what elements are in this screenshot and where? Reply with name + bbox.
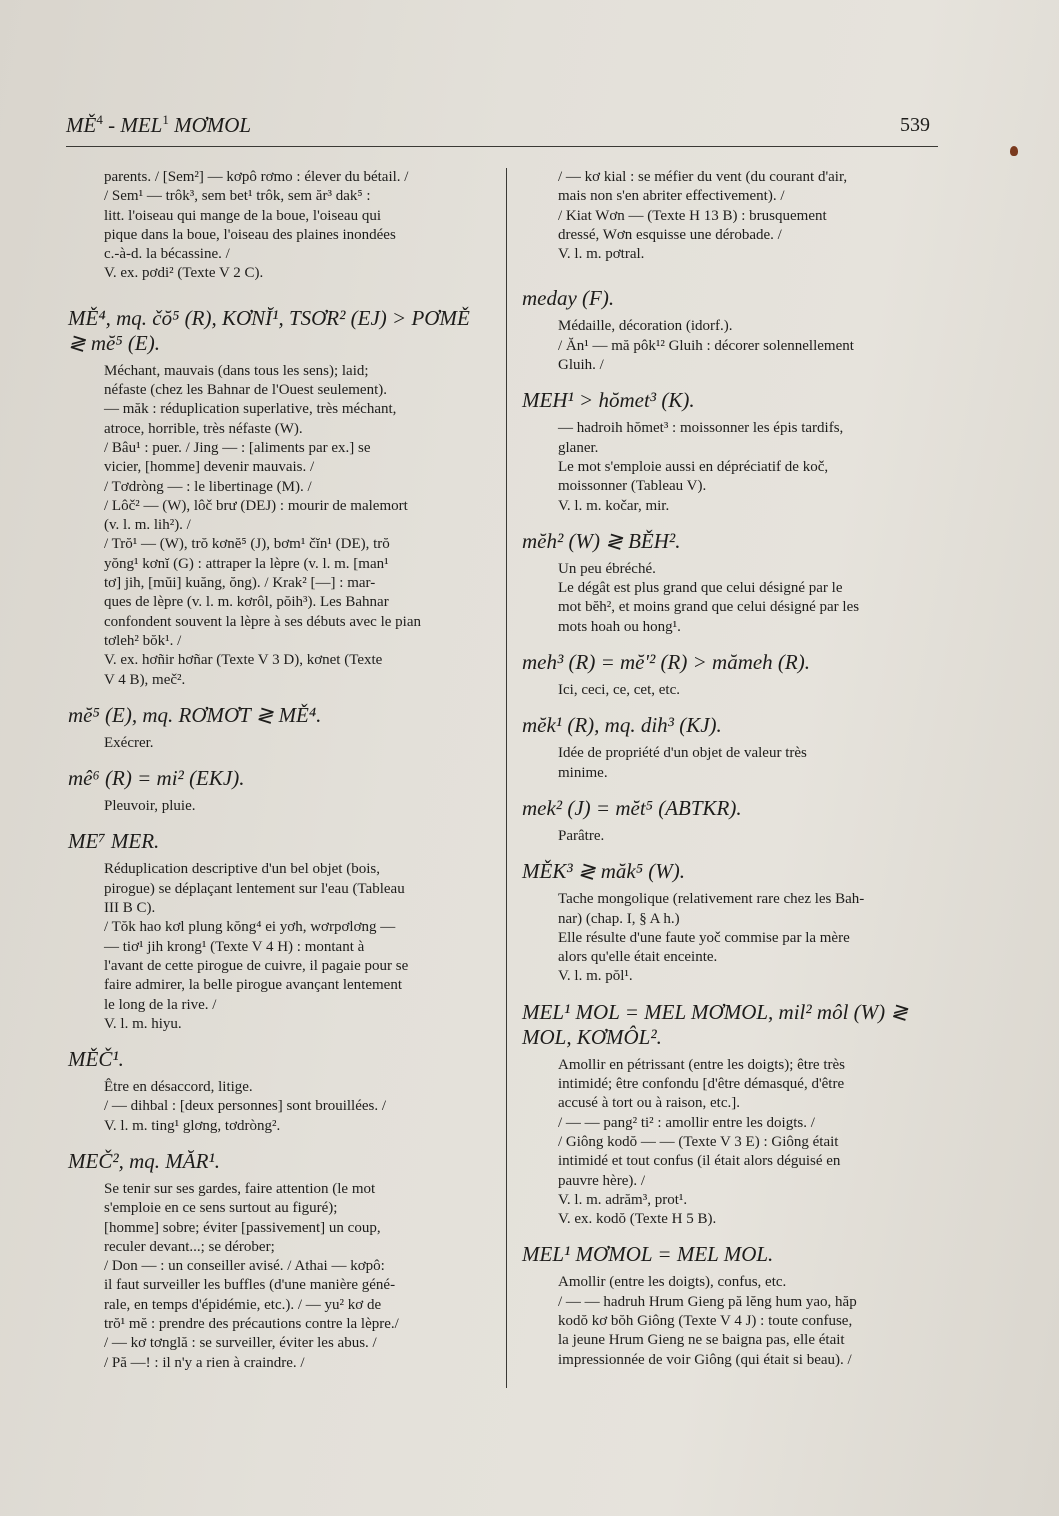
definition-line: Tache mongolique (relativement rare chez les Bah- — [558, 891, 865, 908]
right-column — [522, 168, 942, 1383]
definition-line: Le dégât est plus grand que celui désigné par le — [558, 580, 843, 597]
dictionary-entry — [522, 286, 942, 375]
dictionary-entry — [522, 1242, 942, 1369]
definition-line: Amollir (entre les doigts), confus, etc. — [558, 1274, 787, 1291]
definition-line: / Don — : un conseiller avisé. / Athai — kơpô: — [104, 1258, 385, 1275]
definition-line: la jeune Hrum Gieng ne se baigna pas, elle était — [558, 1332, 845, 1349]
entry-headword: MEH¹ > hŏmet³ (K). — [522, 388, 695, 413]
entry-headword: MEL¹ MOL = MEL MƠMOL, mil² môl (W) ≷ MOL, KƠMÔL². — [522, 999, 908, 1049]
definition-line: impressionnée de voir Giông (qui était si beau). / — [558, 1351, 852, 1368]
definition-line: / Bâu¹ : puer. / Jing — : [aliments par ex.] se — [104, 439, 371, 456]
definition-line: alors qu'elle était enceinte. — [558, 949, 718, 966]
entry-headword: ME⁷ MER. — [68, 829, 160, 854]
definition-line: / Kiat Wơn — (Texte H 13 B) : brusquement — [558, 207, 827, 224]
entry-headword: mê⁶ (R) = mi² (EKJ). — [68, 766, 245, 791]
definition-line: mais non s'en abriter effectivement). / — [558, 188, 785, 205]
dictionary-entry — [522, 1000, 942, 1230]
definition-line: / Giông kodŏ — — (Texte V 3 E) : Giông était — [558, 1133, 839, 1150]
definition-line: rale, en temps d'épidémie, etc.). / — yu² kơ de — [104, 1296, 382, 1313]
definition-line: accusé à tort ou à raison, etc.]. — [558, 1095, 740, 1112]
definition-line: néfaste (chez les Bahnar de l'Ouest seulement). — [104, 382, 388, 399]
definition-line: V. l. m. hiyu. — [104, 1015, 182, 1032]
definition-line: Ici, ceci, ce, cet, etc. — [558, 682, 680, 699]
entry-headword: mek² (J) = mĕt⁵ (ABTKR). — [522, 795, 742, 820]
dictionary-entry — [522, 388, 942, 515]
dictionary-entry — [68, 306, 488, 690]
entry-headword: MĚČ¹. — [68, 1047, 124, 1072]
definition-line: l'avant de cette pirogue de cuivre, il pagaie pour se — [104, 957, 409, 974]
definition-line: / Lôč² — (W), lôč brư (DEJ) : mourir de malemort — [104, 497, 408, 514]
dictionary-entry — [68, 829, 488, 1034]
definition-line: trŏ¹ mĕ : prendre des précautions contre la lèpre./ — [104, 1316, 399, 1333]
definition-line: Méchant, mauvais (dans tous les sens); laid; — [104, 362, 369, 379]
definition-line: Un peu ébréché. — [558, 560, 656, 577]
definition-line: il faut surveiller les buffles (d'une manière géné- — [104, 1277, 396, 1294]
entry-headword: meday (F). — [522, 286, 615, 311]
definition-line: V. ex. hơñir hơñar (Texte V 3 D), kơnet (Texte — [104, 652, 383, 669]
dictionary-entry — [522, 650, 942, 700]
entry-headword: mĕk¹ (R), mq. dih³ (KJ). — [522, 713, 722, 738]
definition-line: / Tơdròng — : le libertinage (M). / — [104, 478, 312, 495]
dictionary-entry — [522, 713, 942, 783]
dictionary-entry — [68, 766, 488, 816]
entry-continuation — [522, 168, 942, 264]
definition-line: confondent souvent la lèpre à ses débuts avec le pian — [104, 613, 421, 630]
definition-line: pauvre hère). / — [558, 1172, 646, 1189]
column-divider — [506, 168, 507, 1388]
entry-headword: MEL¹ MƠMOL = MEL MOL. — [522, 1242, 774, 1267]
definition-line: V. l. m. adrăm³, prot¹. — [558, 1191, 688, 1208]
paper-blemish — [1010, 146, 1018, 156]
definition-line: pirogue) se déplaçant lentement sur l'eau (Tableau — [104, 880, 405, 897]
definition-line: tơ] jih, [mŭi] kuăng, ŏng). / Krak² [—] : mar- — [104, 575, 376, 592]
entry-headword: mĕ⁵ (E), mq. RƠMƠT ≷ MĚ⁴. — [68, 702, 322, 727]
definition-line: dressé, Wơn esquisse une dérobade. / — [558, 226, 782, 243]
definition-line: (v. l. m. lih²). / — [104, 517, 191, 534]
header-rule — [66, 146, 938, 147]
definition-line: glaner. — [558, 439, 599, 456]
definition-line: kodŏ kơ bŏh Giông (Texte V 4 J) : toute confuse, — [558, 1312, 853, 1329]
definition-line: Être en désaccord, litige. — [104, 1079, 253, 1096]
definition-line: / — — hadruh Hrum Gieng pă lĕng hum yao, hăp — [558, 1293, 857, 1310]
definition-line: Réduplication descriptive d'un bel objet (bois, — [104, 861, 380, 878]
definition-line: [homme] sobre; éviter [passivement] un coup, — [104, 1219, 381, 1236]
dictionary-entry — [68, 1047, 488, 1136]
definition-line: / — kơ kial : se méfier du vent (du courant d'air, — [558, 169, 848, 185]
dictionary-entry — [68, 703, 488, 753]
definition-line: yŏng¹ kơnĭ (G) : attraper la lèpre (v. l. m. [man¹ — [104, 555, 389, 572]
definition-line: — măk : réduplication superlative, très méchant, — [104, 401, 397, 418]
definition-line: Se tenir sur ses gardes, faire attention (le mot — [104, 1180, 376, 1197]
definition-line: / Sem¹ — trôk³, sem bet¹ trôk, sem ăr³ dak⁵ : — [104, 188, 371, 205]
definition-line: — hadroih hŏmet³ : moissonner les épis tardifs, — [558, 420, 844, 437]
dictionary-entry — [522, 859, 942, 986]
definition-line: s'emploie en ce sens surtout au figuré); — [104, 1200, 338, 1217]
definition-line: V. l. m. ting¹ glơng, tơdròng². — [104, 1117, 281, 1134]
definition-line: reculer devant...; se dérober; — [104, 1238, 275, 1255]
definition-line: Pleuvoir, pluie. — [104, 798, 196, 815]
definition-line: intimidé; être confondu [d'être démasqué, d'être — [558, 1076, 845, 1093]
definition-line: V. l. m. pơtral. — [558, 246, 645, 263]
definition-line: le long de la rive. / — [104, 996, 217, 1013]
definition-line: vicier, [homme] devenir mauvais. / — [104, 459, 315, 476]
definition-line: Médaille, décoration (idorf.). — [558, 318, 733, 335]
definition-line: atroce, horrible, très néfaste (W). — [104, 420, 303, 437]
dictionary-entry — [68, 1149, 488, 1373]
definition-line: Exécrer. — [104, 734, 154, 751]
definition-line: minime. — [558, 764, 608, 781]
definition-line: V. ex. pơdi² (Texte V 2 C). — [104, 265, 264, 282]
page-number: 539 — [900, 114, 930, 136]
entry-headword: mĕh² (W) ≷ BĚH². — [522, 528, 681, 553]
definition-line: Elle résulte d'une faute yoč commise par la mère — [558, 929, 850, 946]
definition-line: / — kơ tơnglă : se surveiller, éviter les abus. / — [104, 1335, 377, 1352]
definition-line: — tiơ¹ jih krong¹ (Texte V 4 H) : montant à — [104, 938, 365, 955]
definition-line: III B C). — [104, 900, 156, 917]
definition-line: / — dihbal : [deux personnes] sont brouillées. / — [104, 1098, 387, 1115]
definition-line: moissonner (Tableau V). — [558, 478, 707, 495]
entry-headword: meh³ (R) = mĕ'² (R) > mămeh (R). — [522, 650, 810, 675]
definition-line: nar) (chap. I, § A h.) — [558, 910, 680, 927]
definition-line: V. l. m. kočar, mir. — [558, 497, 670, 514]
dictionary-entry — [522, 796, 942, 846]
definition-line: c.-à-d. la bécassine. / — [104, 246, 230, 263]
dictionary-entry — [522, 529, 942, 637]
entry-headword: MĚ⁴, mq. čŏ⁵ (R), KƠNĬ¹, TSƠR² (EJ) > PƠMĚ ≷ mĕ⁵ (E). — [68, 305, 470, 355]
left-column — [68, 168, 488, 1386]
definition-line: Idée de propriété d'un objet de valeur très — [558, 745, 807, 762]
definition-line: ques de lèpre (v. l. m. kơrôl, pŏih³). Les Bahnar — [104, 594, 389, 611]
definition-line: parents. / [Sem²] — kơpô rơmo : élever du bétail. / — [104, 169, 409, 185]
definition-line: / Trŏ¹ — (W), trŏ kơnĕ⁵ (J), bơm¹ čĭn¹ (DE), trŏ — [104, 536, 390, 553]
definition-line: / Ăn¹ — mă pôk¹² Gluih : décorer solennellement — [558, 337, 854, 354]
definition-line: litt. l'oiseau qui mange de la boue, l'oiseau qui — [104, 207, 382, 224]
definition-line: V 4 B), meč². — [104, 671, 186, 688]
definition-line: intimidé et tout confus (il était alors déguisé en — [558, 1153, 841, 1170]
running-head: $MĚ^4 - MEL^1$ MƠMOL — [66, 112, 252, 137]
definition-line: V. ex. kodŏ (Texte H 5 B). — [558, 1211, 717, 1228]
definition-line: tơleh² bŏk¹. / — [104, 632, 182, 649]
definition-line: mot bĕh², et moins grand que celui désigné par les — [558, 599, 860, 616]
definition-line: / Pă —! : il n'y a rien à craindre. / — [104, 1354, 305, 1371]
definition-line: pique dans la boue, l'oiseau des plaines inondées — [104, 226, 396, 243]
definition-line: Amollir en pétrissant (entre les doigts); être très — [558, 1056, 845, 1073]
definition-line: Parâtre. — [558, 827, 605, 844]
definition-line: / — — pang² ti² : amollir entre les doigts. / — [558, 1114, 815, 1131]
definition-line: V. l. m. pŏl¹. — [558, 968, 633, 985]
entry-continuation — [68, 168, 488, 284]
definition-line: / Tŏk hao kơl plung kŏng⁴ ei yơh, wơrpơlơng — — [104, 919, 396, 936]
definition-line: Le mot s'emploie aussi en dépréciatif de koč, — [558, 458, 829, 475]
definition-line: Gluih. / — [558, 357, 604, 374]
definition-line: mots hoah ou hong¹. — [558, 618, 681, 635]
entry-headword: MEČ², mq. MĂR¹. — [68, 1148, 220, 1173]
entry-headword: MĚK³ ≷ măk⁵ (W). — [522, 859, 685, 884]
definition-line: faire admirer, la belle pirogue avançant lentement — [104, 977, 403, 994]
